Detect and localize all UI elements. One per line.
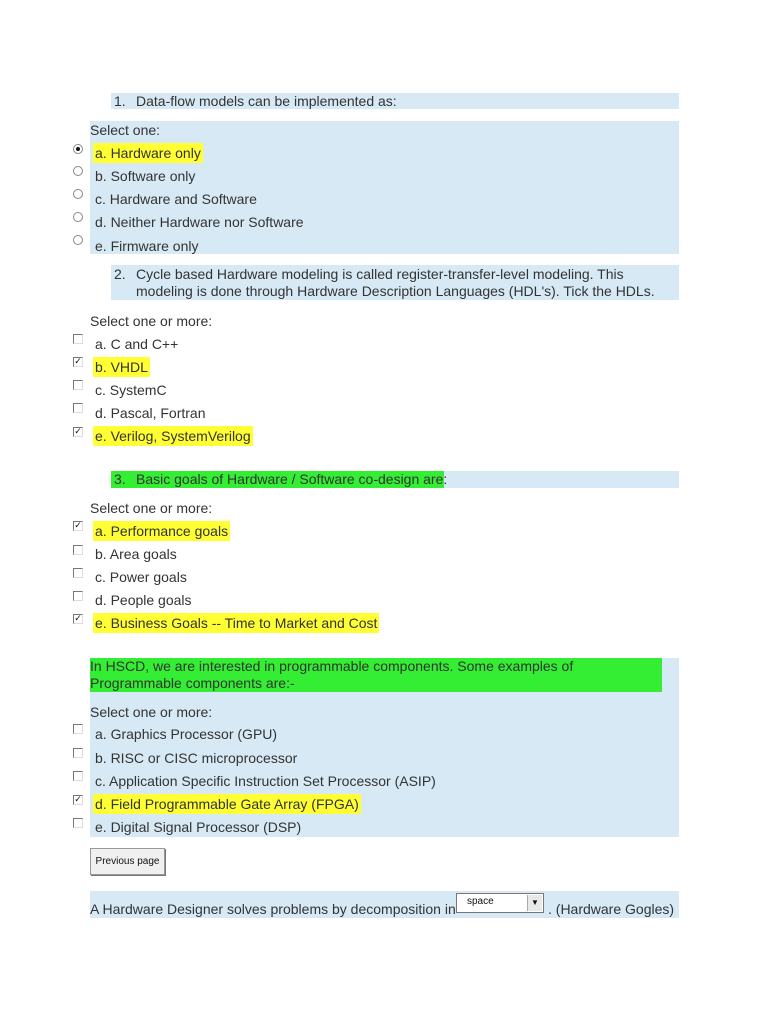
- q2-option-d-checkbox[interactable]: [73, 403, 83, 413]
- q4-option-e-checkbox[interactable]: [73, 818, 83, 828]
- previous-page-button[interactable]: Previous page: [90, 848, 165, 875]
- q1-option-d-label[interactable]: d. Neither Hardware nor Software: [95, 214, 304, 230]
- q4-option-a-checkbox[interactable]: [73, 724, 83, 734]
- question-5-text-after: . (Hardware Gogles): [548, 901, 675, 917]
- q3-option-e-label[interactable]: e. Business Goals -- Time to Market and Cost: [95, 615, 378, 631]
- q4-option-d-label[interactable]: d. Field Programmable Gate Array (FPGA): [95, 796, 359, 812]
- q4-option-b-checkbox[interactable]: [73, 748, 83, 758]
- q4-option-e-label[interactable]: e. Digital Signal Processor (DSP): [95, 819, 302, 835]
- q2-option-a-checkbox[interactable]: [73, 334, 83, 344]
- q1-option-c-label[interactable]: c. Hardware and Software: [95, 191, 257, 207]
- question-3-header: [111, 471, 679, 488]
- q1-option-e-radio[interactable]: [73, 235, 83, 245]
- q4-option-c-checkbox[interactable]: [73, 771, 83, 781]
- space-time-select[interactable]: [456, 893, 544, 913]
- question-3-select-label: Select one or more:: [90, 500, 213, 516]
- chevron-down-icon[interactable]: ▼: [527, 895, 542, 911]
- q2-option-c-label[interactable]: c. SystemC: [95, 382, 167, 398]
- q1-option-a-label[interactable]: a. Hardware only: [95, 145, 201, 161]
- q1-option-c-radio[interactable]: [73, 189, 83, 199]
- q1-option-d-radio[interactable]: [73, 212, 83, 222]
- q3-option-c-label[interactable]: c. Power goals: [95, 569, 187, 585]
- question-2-select-label: Select one or more:: [90, 313, 213, 329]
- q1-option-b-label[interactable]: b. Software only: [95, 168, 196, 184]
- question-1-number: 1.: [114, 93, 126, 109]
- q2-option-d-label[interactable]: d. Pascal, Fortran: [95, 405, 206, 421]
- q2-option-b-checkbox[interactable]: ✓: [74, 357, 82, 367]
- question-1-select-label: Select one:: [90, 122, 161, 138]
- q3-option-a-label[interactable]: a. Performance goals: [95, 523, 229, 539]
- q3-option-d-checkbox[interactable]: [73, 591, 83, 601]
- q4-option-d-checkbox[interactable]: ✓: [74, 795, 82, 805]
- q2-option-e-checkbox[interactable]: ✓: [74, 427, 82, 437]
- q2-option-b-label[interactable]: b. VHDL: [95, 359, 148, 375]
- question-3-text: Basic goals of Hardware / Software co-design are:: [136, 471, 448, 487]
- question-4-text: In HSCD, we are interested in programmable components. Some examples of Programmable components are:-: [90, 658, 662, 692]
- question-3-number: 3.: [114, 471, 126, 487]
- q3-option-a-checkbox[interactable]: ✓: [74, 521, 82, 531]
- q3-option-c-checkbox[interactable]: [73, 568, 83, 578]
- q3-option-d-label[interactable]: d. People goals: [95, 592, 192, 608]
- question-4-select-label: Select one or more:: [90, 704, 213, 720]
- question-1-text: Data-flow models can be implemented as:: [136, 93, 397, 109]
- question-2-number: 2.: [114, 266, 126, 282]
- question-1-header: [111, 93, 679, 109]
- q3-option-b-label[interactable]: b. Area goals: [95, 546, 177, 562]
- q1-option-a-radio[interactable]: [73, 144, 83, 154]
- q2-option-a-label[interactable]: a. C and C++: [95, 336, 179, 352]
- question-1-answer-block: [90, 121, 679, 254]
- q2-option-e-label[interactable]: e. Verilog, SystemVerilog: [95, 428, 251, 444]
- q3-option-e-checkbox[interactable]: ✓: [74, 614, 82, 624]
- q1-option-b-radio[interactable]: [73, 166, 83, 176]
- q3-option-b-checkbox[interactable]: [73, 545, 83, 555]
- q4-option-b-label[interactable]: b. RISC or CISC microprocessor: [95, 750, 298, 766]
- q2-option-c-checkbox[interactable]: [73, 380, 83, 390]
- question-2-header: [111, 265, 679, 300]
- select-value: space: [467, 896, 494, 907]
- q1-option-e-label[interactable]: e. Firmware only: [95, 238, 199, 254]
- q4-option-a-label[interactable]: a. Graphics Processor (GPU): [95, 726, 278, 742]
- question-5-text-before: A Hardware Designer solves problems by decomposition in: [90, 901, 456, 917]
- q4-option-c-label[interactable]: c. Application Specific Instruction Set Processor (ASIP): [95, 773, 436, 789]
- question-2-text: Cycle based Hardware modeling is called register-transfer-level modeling. This modeling is done through Hardware Description Languages (HDL's). Tick the HDLs.: [136, 266, 655, 299]
